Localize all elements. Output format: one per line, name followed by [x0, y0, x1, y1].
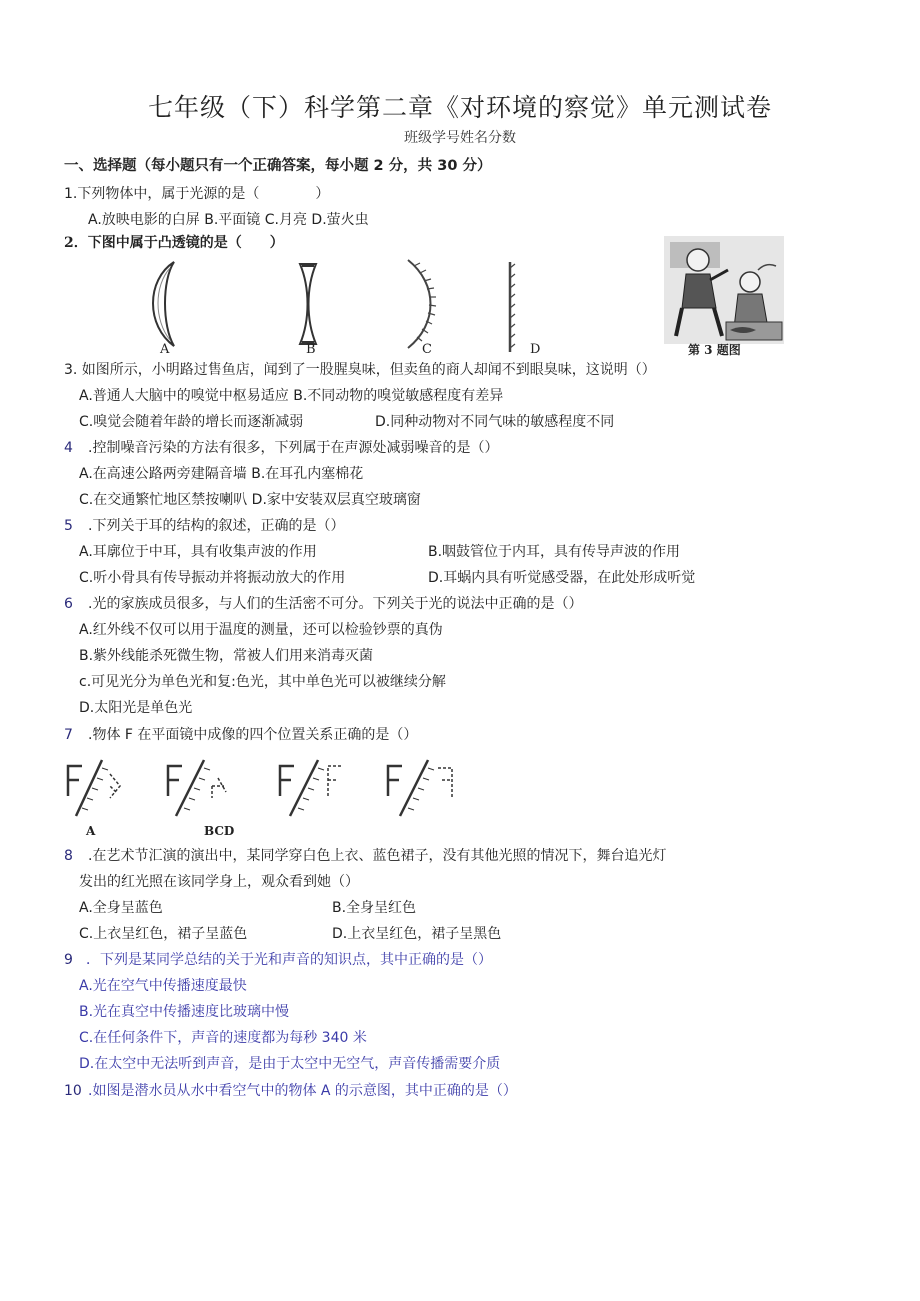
q7-label-bcd: BCD — [204, 824, 235, 838]
q9-option-c: C.在任何条件下，声音的速度都为每秒 340 米 — [79, 1030, 367, 1046]
lens-label-d: D — [530, 342, 541, 357]
q9-option-a: A.光在空气中传播速度最快 — [79, 978, 247, 994]
q4-options-ab: A.在高速公路两旁建隔音墙 B.在耳孔内塞棉花 — [79, 466, 364, 482]
q6-option-b: B.紫外线能杀死微生物，常被人们用来消毒灭菌 — [79, 648, 374, 664]
q4-number: 4 — [64, 440, 73, 456]
fig-7d — [388, 760, 452, 816]
section-heading: 一、选择题（每小题只有一个正确答案，每小题 2 分，共 30 分） — [64, 158, 492, 174]
q8-stem-line1: .在艺术节汇演的演出中，某同学穿白色上衣、蓝色裙子，没有其他光照的情况下，舞台追光灯 — [88, 848, 667, 864]
q10-number: 10 — [64, 1083, 82, 1099]
q5-option-d: D.耳蜗内具有听觉感受器，在此处形成听觉 — [428, 570, 696, 586]
q9-stem: ．下列是某同学总结的关于光和声音的知识点，其中正确的是（） — [86, 952, 492, 968]
q9-number: 9 — [64, 952, 73, 968]
lens-label-c: C — [422, 342, 432, 357]
q5-number: 5 — [64, 518, 73, 534]
q7-label-a: A — [86, 824, 96, 838]
q1-stem: 1.下列物体中，属于光源的是（ ） — [64, 186, 330, 202]
q6-number: 6 — [64, 596, 73, 612]
fig-7b — [168, 760, 226, 816]
lens-b-shape — [300, 264, 316, 344]
q7-number: 7 — [64, 727, 73, 743]
lens-label-b: B — [306, 342, 316, 357]
q3-stem: 3. 如图所示，小明路过售鱼店，闻到了一股腥臭味，但卖鱼的商人却闻不到眼臭味，这说明（） — [64, 362, 656, 378]
mirror-d-shape — [510, 262, 515, 352]
page-title: 七年级（下）科学第二章《对环境的察觉》单元测试卷 — [147, 93, 772, 122]
mirror-c-shape — [408, 260, 436, 348]
lens-label-a: A — [160, 342, 170, 357]
fish-shop-illustration — [664, 236, 784, 344]
q4-options-cd: C.在交通繁忙地区禁按喇叭 D.家中安装双层真空玻璃窗 — [79, 492, 421, 508]
q3-figure-caption: 第 3 题图 — [688, 343, 741, 357]
q8-option-a: A.全身呈蓝色 — [79, 900, 163, 916]
q8-option-c: C.上衣呈红色，裙子呈蓝色 — [79, 926, 248, 942]
q3-options-ab: A.普通人大脑中的嗅觉中枢易适应 B.不同动物的嗅觉敏感程度有差异 — [79, 388, 504, 404]
q3-option-c: C.嗅觉会随着年龄的增长而逐渐减弱 — [79, 414, 304, 430]
q5-stem: .下列关于耳的结构的叙述，正确的是（） — [88, 518, 345, 534]
q6-option-a: A.红外线不仅可以用于温度的测量，还可以检验钞票的真伪 — [79, 622, 443, 638]
q4-stem: .控制噪音污染的方法有很多，下列属于在声源处减弱噪音的是（） — [88, 440, 499, 456]
q8-stem-line2: 发出的红光照在该同学身上，观众看到她（） — [79, 874, 359, 890]
q8-option-d: D.上衣呈红色，裙子呈黑色 — [332, 926, 502, 942]
q1-options: A.放映电影的白屏 B.平面镜 C.月亮 D.萤火虫 — [88, 212, 369, 228]
q5-option-a: A.耳廓位于中耳，具有收集声波的作用 — [79, 544, 317, 560]
mirror-image-figure — [62, 756, 462, 822]
fig-7c — [280, 760, 342, 816]
q7-stem: .物体 F 在平面镜中成像的四个位置关系正确的是（） — [88, 727, 418, 743]
q10-stem: .如图是潜水员从水中看空气中的物体 A 的示意图，其中正确的是（） — [88, 1083, 517, 1099]
q3-option-d: D.同种动物对不同气味的敏感程度不同 — [375, 414, 615, 430]
q6-option-c: c.可见光分为单色光和复:色光，其中单色光可以被继续分解 — [79, 674, 446, 690]
q9-option-d: D.在太空中无法听到声音，是由于太空中无空气，声音传播需要介质 — [79, 1056, 501, 1072]
fig-7a — [68, 760, 120, 816]
q2-stem: 2．下图中属于凸透镜的是（ ） — [64, 235, 284, 251]
q5-option-b: B.咽鼓管位于内耳，具有传导声波的作用 — [428, 544, 681, 560]
page-subtitle: 班级学号姓名分数 — [404, 130, 516, 146]
q8-option-b: B.全身呈红色 — [332, 900, 417, 916]
q9-option-b: B.光在真空中传播速度比玻璃中慢 — [79, 1004, 290, 1020]
q5-option-c: C.听小骨具有传导振动并将振动放大的作用 — [79, 570, 346, 586]
lens-figure — [140, 258, 560, 358]
q6-option-d: D.太阳光是单色光 — [79, 700, 193, 716]
q6-stem: .光的家族成员很多，与人们的生活密不可分。下列关于光的说法中正确的是（） — [88, 596, 583, 612]
q8-number: 8 — [64, 848, 73, 864]
lens-a-shape — [153, 262, 174, 346]
